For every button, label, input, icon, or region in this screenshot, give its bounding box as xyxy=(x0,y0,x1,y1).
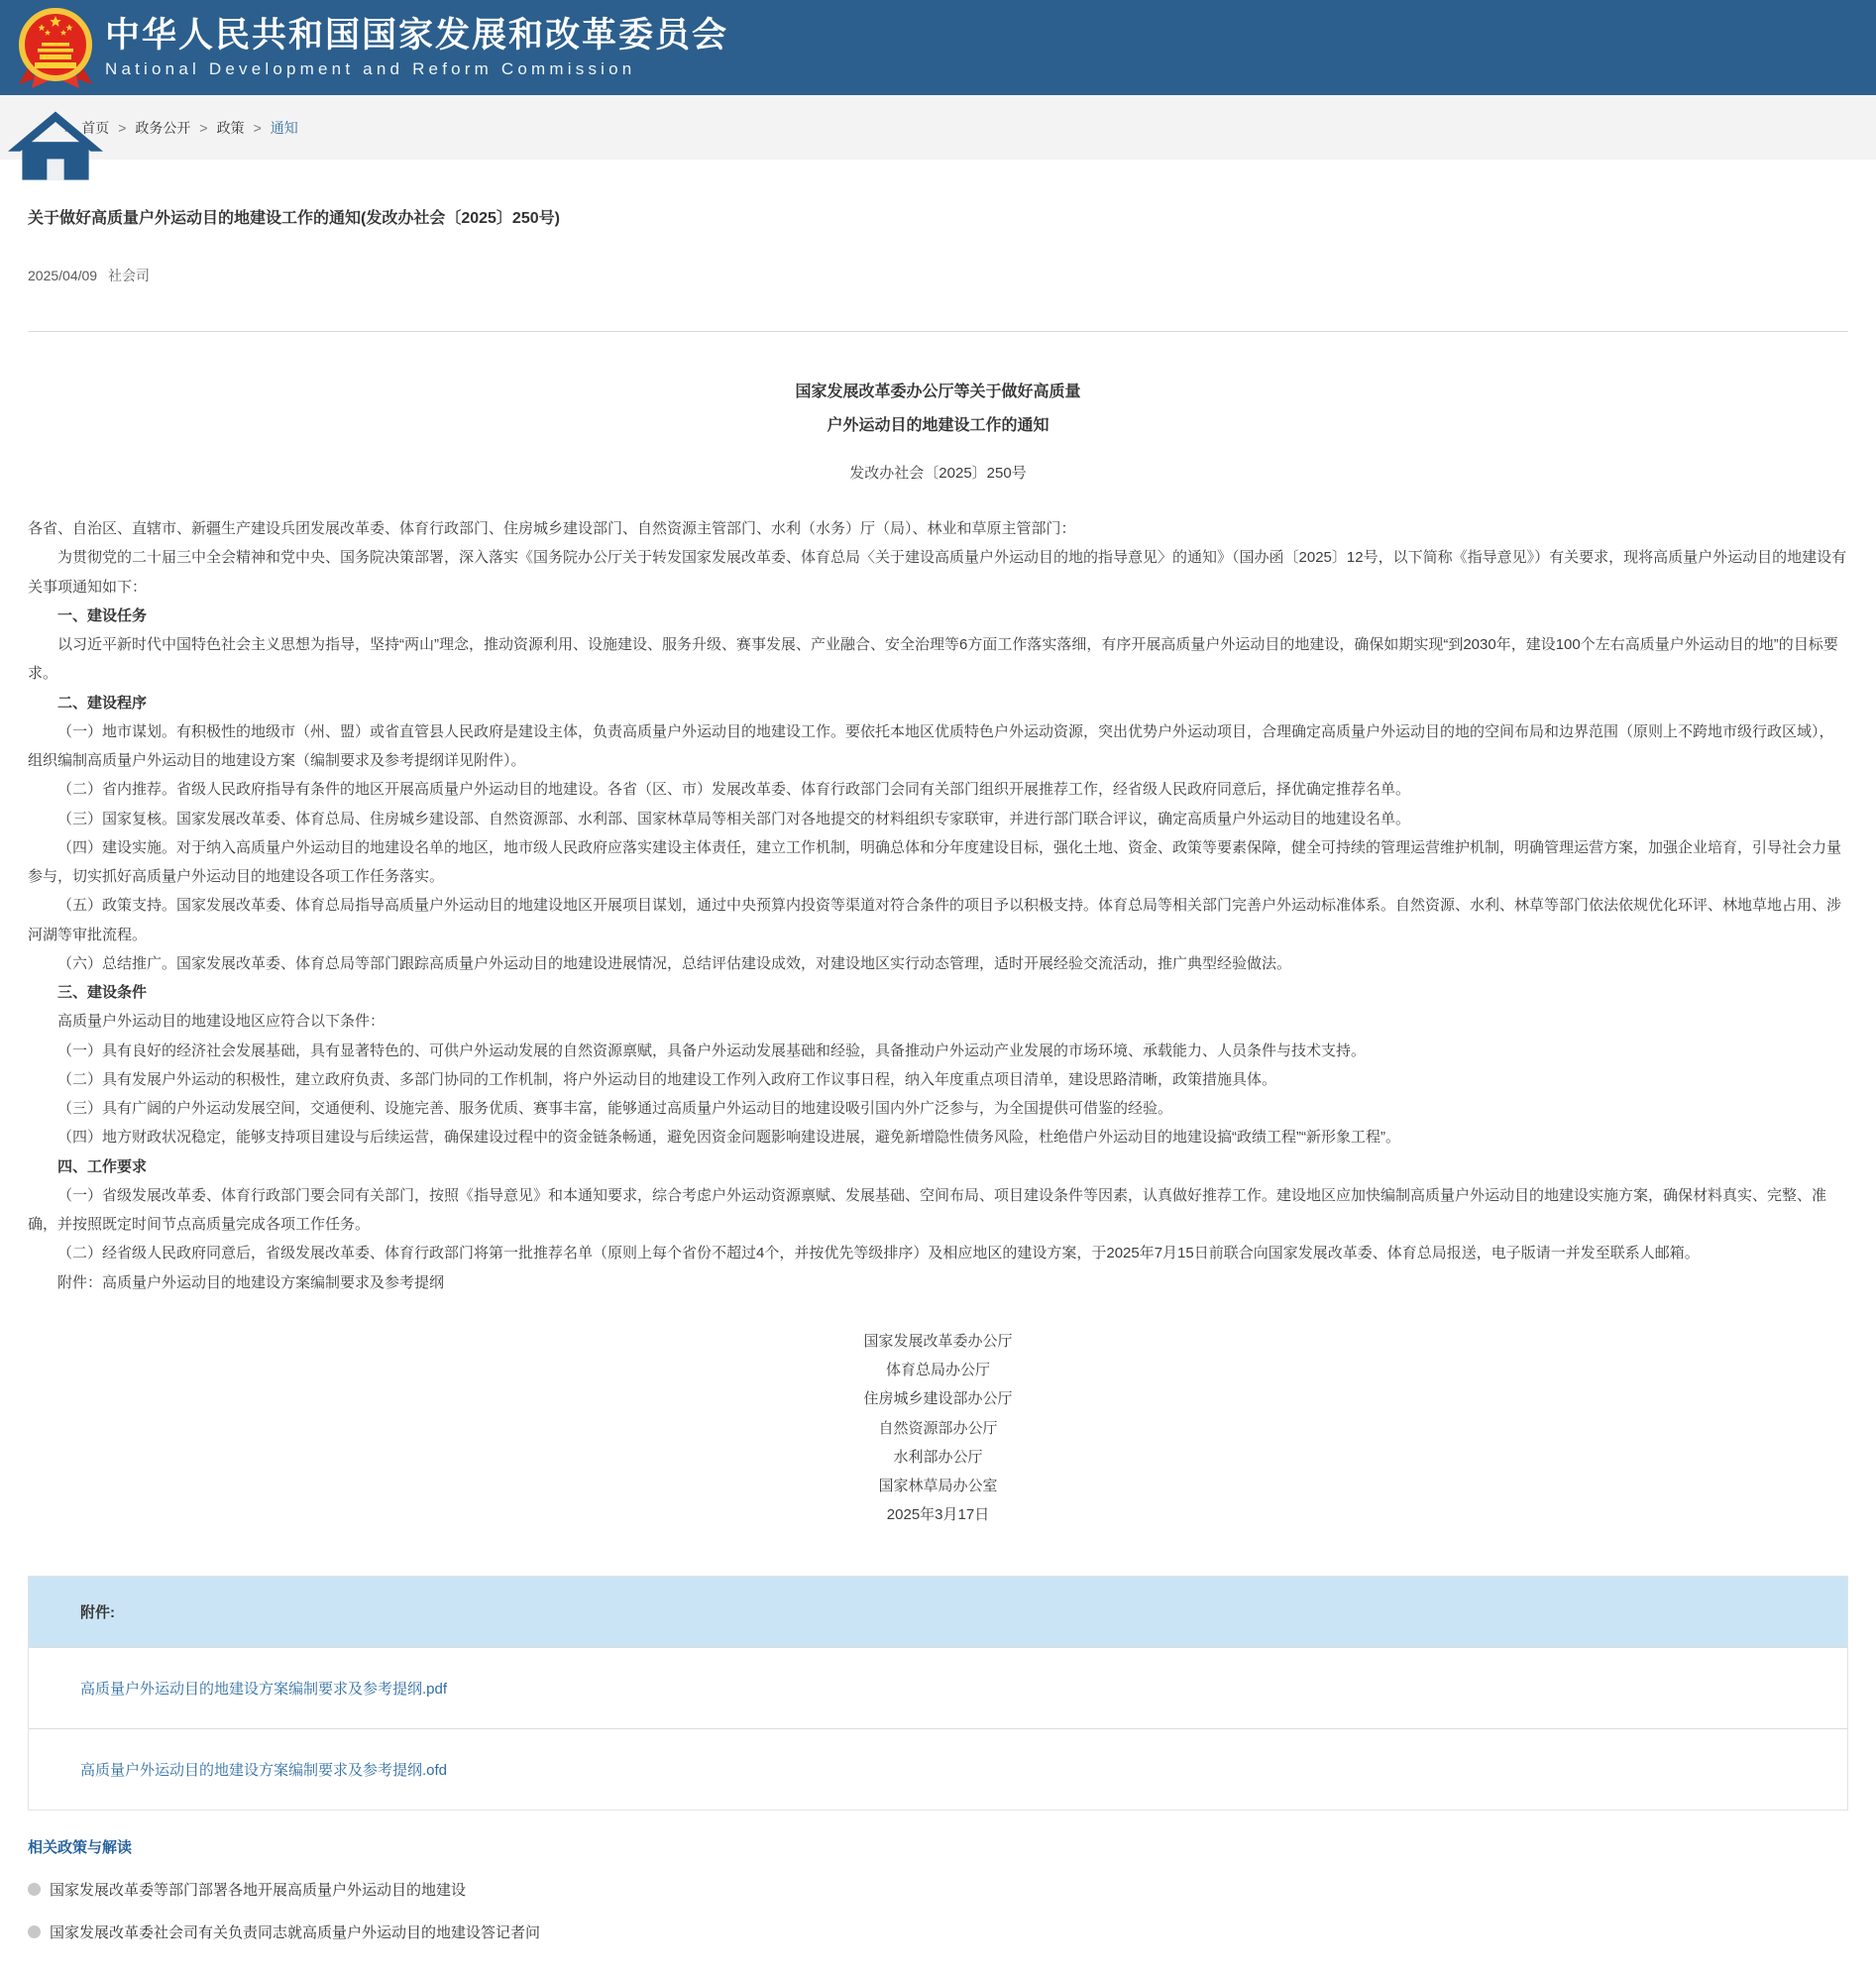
document-paragraph: 三、建设条件 xyxy=(57,984,148,1002)
document-paragraph: 附件：高质量户外运动目的地建设方案编制要求及参考提纲 xyxy=(57,1273,445,1291)
document-paragraph: （三）国家复核。国家发展改革委、体育总局、住房城乡建设部、自然资源部、水利部、国家林草局等相关部门对各地提交的材料组织专家联审，并进行部门联合评议，确定高质量户外运动目的地建设名单。 xyxy=(57,810,1411,827)
breadcrumb-item xyxy=(190,118,244,138)
site-title-cn: 中华人民共和国国家发展和改革委员会 xyxy=(105,16,729,55)
related-link[interactable]: 国家发展改革委等部门部署各地开展高质量户外运动目的地建设 xyxy=(50,1881,467,1899)
breadcrumb-separator: > xyxy=(253,119,262,136)
related-item xyxy=(28,1921,1848,1942)
document-paragraph: （二）经省级人民政府同意后，省级发展改革委、体育行政部门将第一批推荐名单（原则上每个省份不超过4个，并按优先等级排序）及相应地区的建设方案，于2025年7月15日前联合向国家发展改革委、体育总局报送，电子版请一并发至联系人邮箱。 xyxy=(57,1245,1700,1262)
document-paragraph: （三）具有广阔的户外运动发展空间，交通便利、设施完善、服务优质、赛事丰富，能够通过高质量户外运动目的地建设吸引国内外广泛参与，为全国提供可借鉴的经验。 xyxy=(57,1100,1173,1118)
document-paragraph: （一）具有良好的经济社会发展基础，具有显著特色的、可供户外运动发展的自然资源禀赋，具备户外运动发展基础和经验，具备推动户外运动产业发展的市场环境、承载能力、人员条件与技术支持。 xyxy=(57,1042,1367,1059)
document-body xyxy=(28,514,1848,1297)
breadcrumb-item xyxy=(109,118,190,138)
attachments-header: 附件: xyxy=(29,1577,1847,1647)
page-title: 关于做好高质量户外运动目的地建设工作的通知(发改办社会〔2025〕250号) xyxy=(28,210,560,227)
site-title-en: National Development and Reform Commission xyxy=(105,58,636,78)
signature-block xyxy=(28,1327,1848,1501)
related-item xyxy=(28,1879,1848,1900)
site-title-link[interactable] xyxy=(105,16,728,78)
bullet-icon xyxy=(28,1925,41,1938)
document-title xyxy=(28,376,1848,442)
related-list xyxy=(28,1879,1848,1942)
document-paragraph: 以习近平新时代中国特色社会主义思想为指导，坚持“两山”理念，推动资源利用、设施建设、服务升级、赛事发展、产业融合、安全治理等6方面工作落实落细，有序开展高质量户外运动目的地建设，确保如期实现“到2030年，建设100个左右高质量户外运动目的地”的目标要求。 xyxy=(28,636,1838,683)
attachment-row xyxy=(29,1647,1847,1728)
site-header xyxy=(0,0,1876,95)
document-paragraph: （二）具有发展户外运动的积极性，建立政府负责、多部门协同的工作机制，将户外运动目的地建设工作列入政府工作议事日程，纳入年度重点项目清单，建设思路清晰，政策措施具体。 xyxy=(57,1070,1277,1088)
document-title-line2: 户外运动目的地建设工作的通知 xyxy=(827,416,1049,434)
breadcrumb-separator: > xyxy=(199,119,208,136)
breadcrumb-link[interactable]: 通知 xyxy=(270,119,298,136)
signature-line: 国家林草局办公室 xyxy=(878,1478,998,1495)
bullet-icon xyxy=(28,1883,41,1896)
document-paragraph: 为贯彻党的二十届三中全会精神和党中央、国务院决策部署，深入落实《国务院办公厅关于转发国家发展改革委、体育总局〈关于建设高质量户外运动目的地的指导意见〉的通知》（国办函〔2025〕12号，以下简称《指导意见》）有关要求，现将高质量户外运动目的地建设有关事项通知如下： xyxy=(28,549,1847,596)
breadcrumb-item xyxy=(245,118,298,138)
document-paragraph: 各省、自治区、直辖市、新疆生产建设兵团发展改革委、体育行政部门、住房城乡建设部门、自然资源主管部门、水利（水务）厅（局）、林业和草原主管部门： xyxy=(28,520,1076,538)
document-paragraph: （二）省内推荐。省级人民政府指导有条件的地区开展高质量户外运动目的地建设。各省（区、市）发展改革委、体育行政部门会同有关部门组织开展推荐工作，经省级人民政府同意后，择优确定推荐名单。 xyxy=(57,781,1411,799)
document-paragraph: （一）省级发展改革委、体育行政部门要会同有关部门，按照《指导意见》和本通知要求，综合考虑户外运动资源禀赋、发展基础、空间布局、项目建设条件等因素，认真做好推荐工作。建设地区应加快编制高质量户外运动目的地建设实施方案，确保材料真实、完整、准确，并按照既定时间节点高质量完成各项工作任务。 xyxy=(28,1186,1827,1234)
article-department: 社会司 xyxy=(107,268,150,283)
document-paragraph: 二、建设程序 xyxy=(57,694,148,712)
document-paragraph: 高质量户外运动目的地建设地区应符合以下条件： xyxy=(57,1013,386,1031)
breadcrumb-separator: > xyxy=(118,119,127,136)
document-number: 发改办社会〔2025〕250号 xyxy=(849,465,1027,483)
related-section xyxy=(0,1836,1876,1942)
divider xyxy=(28,331,1848,332)
breadcrumb-link[interactable]: 政务公开 xyxy=(135,119,191,136)
document-paragraph: （四）建设实施。对于纳入高质量户外运动目的地建设名单的地区，地市级人民政府应落实建设主体责任，建立工作机制，明确总体和分年度建设目标，强化土地、资金、政策等要素保障，健全可持续的管理运营维护机制，明确管理运营方案，加强企业培育，引导社会力量参与，切实抓好高质量户外运动目的地建设各项工作任务落实。 xyxy=(28,838,1842,886)
signature-line: 国家发展改革委办公厅 xyxy=(863,1332,1013,1350)
breadcrumb-link[interactable]: 政策 xyxy=(216,119,245,136)
signature-line: 水利部办公厅 xyxy=(893,1448,983,1466)
attachment-link[interactable]: 高质量户外运动目的地建设方案编制要求及参考提纲.ofd xyxy=(80,1761,448,1779)
attachments-box xyxy=(28,1576,1848,1811)
attachment-link[interactable]: 高质量户外运动目的地建设方案编制要求及参考提纲.pdf xyxy=(80,1680,448,1698)
signature-line: 住房城乡建设部办公厅 xyxy=(863,1390,1013,1408)
related-link[interactable]: 国家发展改革委社会司有关负责同志就高质量户外运动目的地建设答记者问 xyxy=(50,1923,541,1941)
document-paragraph: （五）政策支持。国家发展改革委、体育总局指导高质量户外运动目的地建设地区开展项目谋划，通过中央预算内投资等渠道对符合条件的项目予以积极支持。体育总局等相关部门完善户外运动标准体系。自然资源、水利、林草等部门依法依规优化环评、林地草地占用、涉河湖等审批流程。 xyxy=(28,897,1842,943)
signature-date: 2025年3月17日 xyxy=(886,1506,990,1524)
attachment-row xyxy=(29,1728,1847,1810)
attachments-list xyxy=(29,1647,1847,1810)
home-icon[interactable] xyxy=(8,111,103,180)
document-paragraph: （四）地方财政状况稳定，能够支持项目建设与后续运营，确保建设过程中的资金链条畅通，避免因资金问题影响建设进展，避免新增隐性债务风险，杜绝借户外运动目的地建设搞“政绩工程”“新形象工程”。 xyxy=(57,1129,1400,1147)
document-paragraph: 四、工作要求 xyxy=(57,1157,148,1175)
article-container xyxy=(0,205,1876,1530)
document-paragraph: （一）地市谋划。有积极性的地级市（州、盟）或省直管县人民政府是建设主体，负责高质量户外运动目的地建设工作。要依托本地区优质特色户外运动资源，突出优势户外运动项目，合理确定高质量户外运动目的地的空间布局和边界范围（原则上不跨地市级行政区域），组织编制高质量户外运动目的地建设方案（编制要求及参考提纲详见附件）。 xyxy=(28,722,1834,770)
national-emblem-icon xyxy=(14,5,97,90)
related-title: 相关政策与解读 xyxy=(28,1838,133,1856)
signature-line: 体育总局办公厅 xyxy=(885,1362,990,1379)
document-paragraph: 一、建设任务 xyxy=(57,606,148,624)
breadcrumb-bar xyxy=(0,95,1876,160)
article-meta xyxy=(28,266,1848,285)
article-date: 2025/04/09 xyxy=(28,268,98,283)
breadcrumb-link[interactable]: 首页 xyxy=(81,119,110,136)
document-title-line1: 国家发展改革委办公厅等关于做好高质量 xyxy=(795,384,1081,400)
page-bottom-spacer xyxy=(0,1942,1876,1976)
signature-line: 自然资源部办公厅 xyxy=(878,1419,998,1437)
document-paragraph: （六）总结推广。国家发展改革委、体育总局等部门跟踪高质量户外运动目的地建设进展情况，总结评估建设成效，对建设地区实行动态管理，适时开展经验交流活动，推广典型经验做法。 xyxy=(57,954,1292,972)
